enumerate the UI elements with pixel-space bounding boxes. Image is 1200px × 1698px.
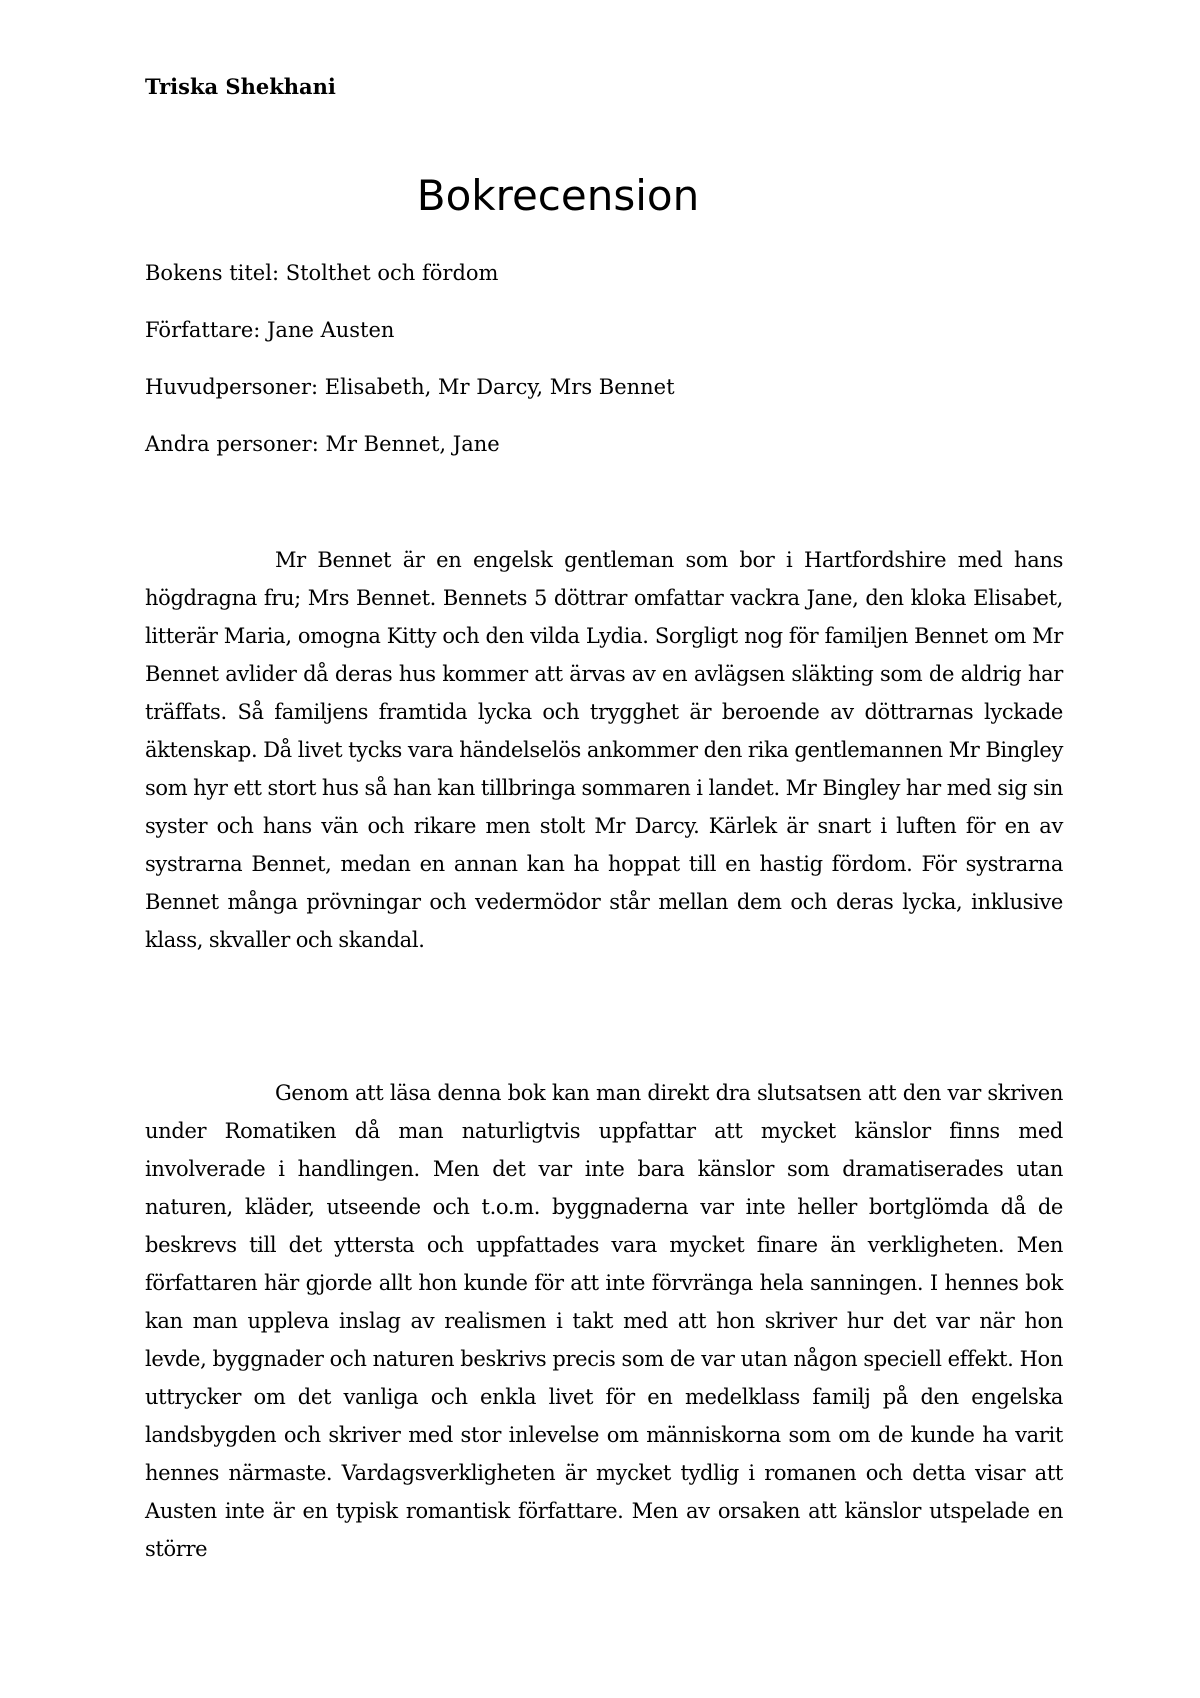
analysis-paragraph: Genom att läsa denna bok kan man direkt dra slutsatsen att den var skriven under Romatiken då man naturligtvis uppfattar att mycket känslor finns med involverade i handlingen. Men det var inte bara känslor som dramatiserades utan naturen, kläder, utseende och t.o.m. byggnaderna var inte heller bortglömda då de beskrevs till det yttersta och uppfattades vara mycket finare än verkligheten. Men författaren här gjorde allt hon kunde för att inte förvränga hela sanningen. I hennes bok kan man uppleva inslag av realismen i takt med att hon skriver hur det var när hon levde, byggnader och naturen beskrivs precis som de var utan någon speciell effekt. Hon uttrycker om det vanliga och enkla livet för en medelklass familj på den engelska landsbygden och skriver med stor inlevelse om människorna som om de kunde ha varit hennes närmaste. Vardagsverkligheten är mycket tydlig i romanen och detta visar att Austen inte är en typisk romantisk författare. Men av orsaken att känslor utspelade en större — [145, 1081, 1063, 1561]
book-title-line: Bokens titel: Stolthet och fördom — [145, 261, 499, 285]
summary-paragraph: Mr Bennet är en engelsk gentleman som bor i Hartfordshire med hans högdragna fru; Mrs Bennet. Bennets 5 döttrar omfattar vackra Jane, den kloka Elisabet, litterär Maria, omogna Kitty och den vilda Lydia. Sorgligt nog för familjen Bennet om Mr Bennet avlider då deras hus kommer att ärvas av en avlägsen släkting som de aldrig har träffats. Så familjens framtida lycka och trygghet är beroende av döttrarnas lyckade äktenskap. Då livet tycks vara händelselös ankommer den rika gentlemannen Mr Bingley som hyr ett stort hus så han kan tillbringa sommaren i landet. Mr Bingley har med sig sin syster och hans vän och rikare men stolt Mr Darcy. Kärlek är snart i luften för en av systrarna Bennet, medan en annan kan ha hoppat till en hastig fördom. För systrarna Bennet många prövningar och vedermödor står mellan dem och deras lycka, inklusive klass, skvaller och skandal. — [145, 548, 1063, 952]
other-characters-line: Andra personer: Mr Bennet, Jane — [145, 432, 500, 456]
book-author-line: Författare: Jane Austen — [145, 318, 395, 342]
author-name: Triska Shekhani — [145, 74, 336, 99]
document-title: Bokrecension — [416, 171, 700, 220]
main-characters-line: Huvudpersoner: Elisabeth, Mr Darcy, Mrs Bennet — [145, 375, 675, 399]
